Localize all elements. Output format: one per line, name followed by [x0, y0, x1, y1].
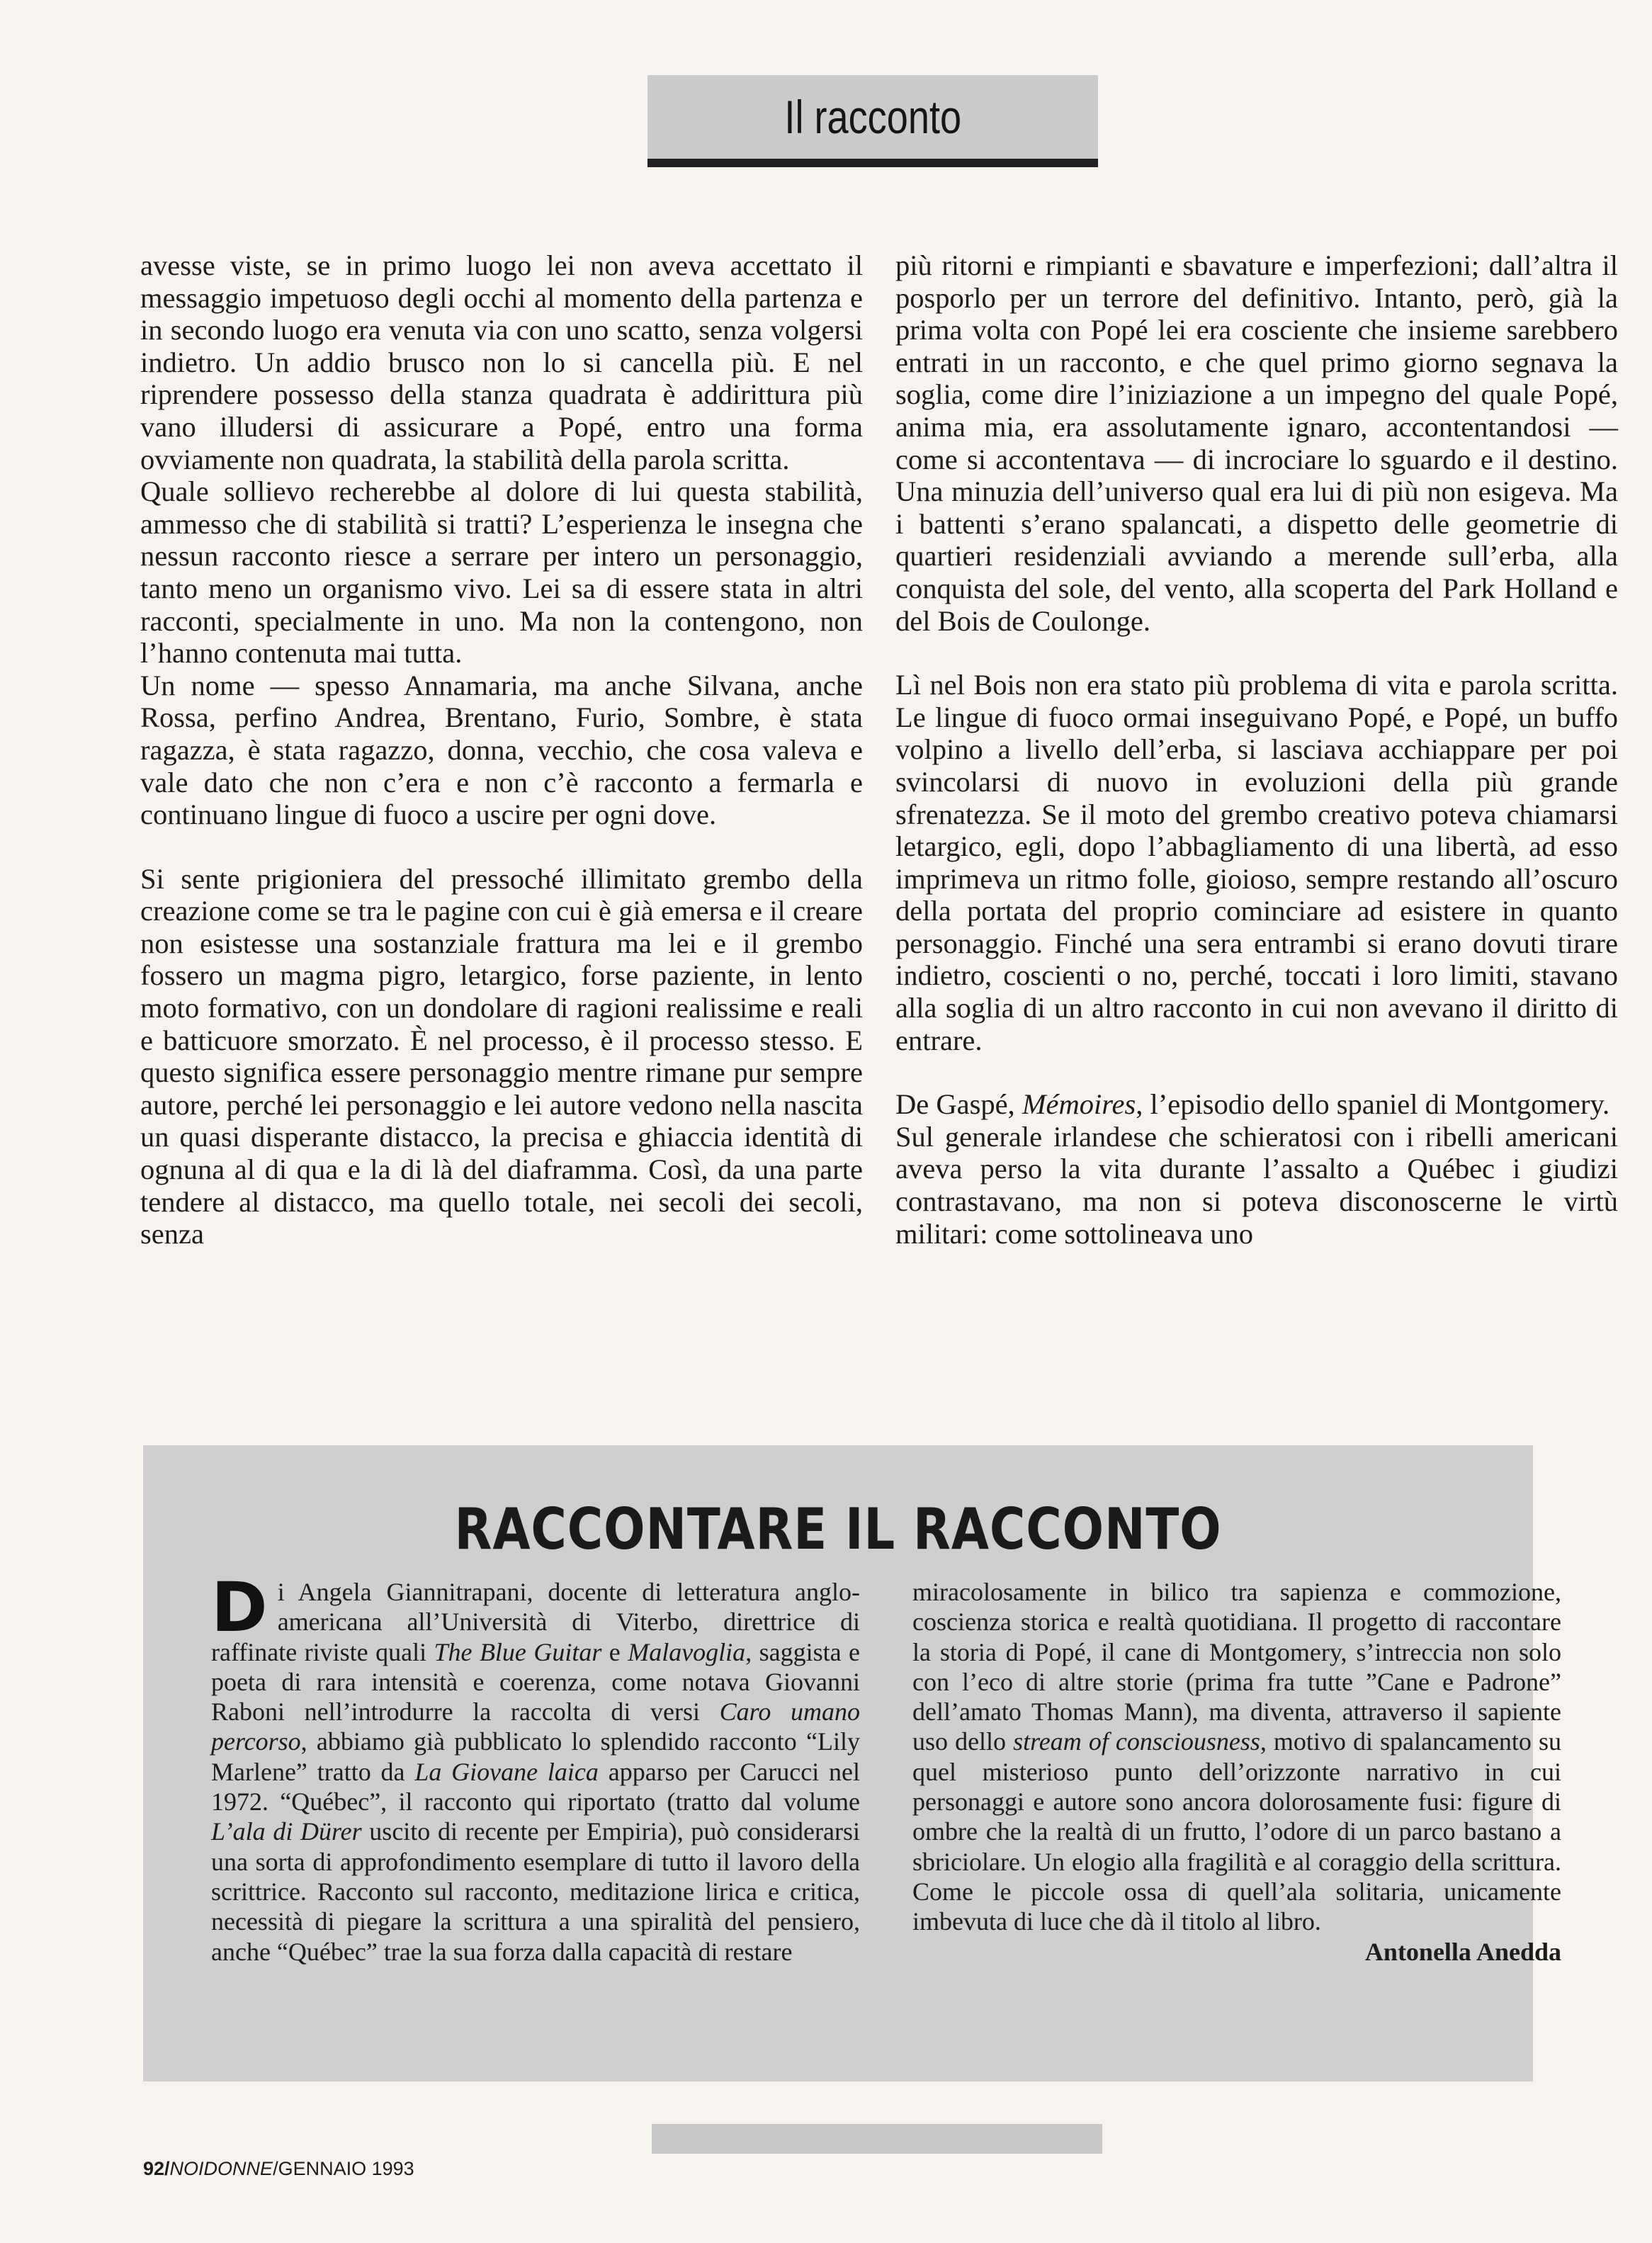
section-title: Il racconto	[784, 91, 961, 143]
magazine-name: NOIDONNE	[169, 2158, 273, 2179]
box-text: miracolosamente in bilico tra sapienza e commozione, coscienza storica e realtà quotidiana. Il progetto di raccontare la storia di Popé, il cane di Montgomery, s’intreccia non solo con l’eco di altre storie (prima fra tutte ”Cane e Padrone” dell’amato Thomas Mann), ma diventa, attraverso il sapiente uso dello	[912, 1578, 1561, 1756]
box-paragraph	[211, 1568, 861, 1967]
article-paragraph: Si sente prigioniera del pressoché illimitato grembo della creazione come se tra le pagine con cui è già emersa e il creare non esistesse una sostanziale frattura ma lei e il grembo fossero un magma pigro, letargico, forse paziente, in lento moto formativo, con un dondolare di ragioni realissime e reali e batticuore smorzato. È nel processo, è il processo stesso. E questo significa essere personaggio mentre rimane pur sempre autore, perché lei personaggio e lei autore vedono nella nascita un quasi disperante distacco, la precisa e ghiaccia identità di ognuna al di qua e la di là del diaframma. Così, da una parte tendere al distacco, ma quello totale, nei secoli dei secoli, senza	[140, 862, 863, 1250]
citation-rest: , l’episodio dello spaniel di Montgomery.	[1136, 1088, 1610, 1121]
citation-title: Mémoires	[1022, 1088, 1136, 1121]
box-text: , saggista e poeta di rara intensità e coerenza, come notava Giovanni Raboni nell’introdurre la raccolta di versi	[211, 1637, 861, 1727]
box-italic: L’ala di Dürer	[211, 1817, 362, 1846]
box-text: uscito di recente per Empiria), può considerarsi una sorta di approfondimento esemplare di tutto il lavoro della scrittrice. Racconto sul racconto, meditazione lirica e critica, necessità di piegare la scrittura a una spiralità del pensiero, anche “Québec” trae la sua forza dalla capacità di restare	[211, 1817, 860, 1966]
box-italic: stream of consciousness	[1013, 1727, 1260, 1756]
section-header-underline	[647, 159, 1098, 167]
box-column-left	[211, 1568, 861, 1967]
footer-bar	[652, 2124, 1102, 2154]
box-text: apparso per Carucci nel 1972. “Québec”, il racconto qui riportato (tratto dal volume	[211, 1757, 860, 1817]
box-text: , abbiamo già pubblicato lo splendido racconto “Lily Marlene” tratto da	[211, 1727, 860, 1786]
article-paragraph: Lì nel Bois non era stato più problema di vita e parola scritta. Le lingue di fuoco ormai inseguivano Popé, e Popé, un buffo volpino a livello dell’erba, si lasciava acchiappare per poi svincolarsi di nuovo in evoluzioni della più grande sfrenatezza. Se il moto del grembo creativo poteva chiamarsi letargico, egli, dopo l’abbagliamento di una libertà, ad esso imprimeva un ritmo folle, gioioso, sempre restando all’oscuro della portata del proprio cominciare ad esistere in quanto personaggio. Finché una sera entrambi si erano dovuti tirare indietro, coscienti o no, perché, toccati i loro limiti, stavano alla soglia di un altro racconto in cui non avevano il diritto di entrare.	[895, 669, 1618, 1056]
box-title: RACCONTARE IL RACCONTO	[454, 1496, 1222, 1562]
box-italic: La Giovane laica	[414, 1757, 599, 1786]
box-paragraph	[912, 1577, 1561, 1937]
issue-date: /GENNAIO 1993	[273, 2158, 414, 2179]
box-italic: Malavoglia	[628, 1637, 746, 1666]
sidebar-box	[143, 1445, 1561, 2081]
box-italic: Caro umano percorso	[211, 1697, 861, 1756]
citation-author: De Gaspé,	[895, 1088, 1022, 1121]
page-folio	[143, 2158, 414, 2180]
article-column-left	[140, 249, 863, 1250]
box-column-right	[912, 1577, 1561, 1967]
section-header	[647, 75, 1098, 159]
box-italic: The Blue Guitar	[434, 1637, 602, 1666]
box-text: , motivo di spalancamento su quel misterioso punto dell’orizzonte narrativo in cui personaggi e autore sono ancora dolorosamente fusi: figure di ombre che la realtà di un frutto, l’odore di un parco bastano a sbriciolare. Un elogio alla fragilità e al coraggio della scrittura. Come le piccole ossa di quell’ala solitaria, unicamente imbevuta di luce che dà il titolo al libro.	[912, 1727, 1561, 1936]
article-paragraph: Quale sollievo recherebbe al dolore di lui questa stabilità, ammesso che di stabilità si tratti? L’esperienza le insegna che nessun racconto riesce a serrare per intero un personaggio, tanto meno un organismo vivo. Lei sa di essere stata in altri racconti, specialmente in uno. Ma non la contengono, non l’hanno contenuta mai tutta.	[140, 475, 863, 669]
box-text: i Angela Giannitrapani, docente di letteratura anglo-americana all’Università di Viterbo, direttrice di raffinate riviste quali	[211, 1578, 860, 1666]
box-signature: Antonella Anedda	[1364, 1937, 1561, 1966]
drop-cap: D	[211, 1568, 268, 1647]
article-paragraph: Sul generale irlandese che schieratosi con i ribelli americani aveva perso la vita durante l’assalto a Québec i giudizi contrastavano, ma non si poteva disconoscerne le virtù militari: come sottolineava uno	[895, 1120, 1618, 1250]
page-number: 92/	[143, 2158, 170, 2179]
article-paragraph: Un nome — spesso Annamaria, ma anche Silvana, anche Rossa, perfino Andrea, Brentano, Furio, Sombre, è stata ragazza, è stata ragazzo, donna, vecchio, che cosa valeva e vale dato che non c’era e non c’è racconto a fermarla e continuano lingue di fuoco a uscire per ogni dove.	[140, 669, 863, 831]
article-citation	[895, 1088, 1618, 1121]
article-paragraph: avesse viste, se in primo luogo lei non aveva accettato il messaggio impetuoso degli occhi al momento della partenza e in secondo luogo era venuta via con uno scatto, senza volgersi indietro. Un addio brusco non lo si cancella più. E nel riprendere possesso della stanza quadrata è addirittura più vano illudersi di assicurare a Popé, entro una forma ovviamente non quadrata, la stabilità della parola scritta.	[140, 249, 863, 475]
article-column-right	[895, 249, 1618, 1250]
box-text: e	[601, 1637, 628, 1666]
article-paragraph: più ritorni e rimpianti e sbavature e imperfezioni; dall’altra il posporlo per un terrore del definitivo. Intanto, però, già la prima volta con Popé lei era cosciente che insieme sarebbero entrati in un racconto, e che quel primo giorno segnava la soglia, come dire l’iniziazione a un impegno del quale Popé, anima mia, era assolutamente ignaro, accontentandosi — come si accontentava — di incrociare lo sguardo e il destino. Una minuzia dell’universo qual era lui di più non esigeva. Ma i battenti s’erano spalancati, a dispetto delle geometrie di quartieri residenziali avviando a merende sull’erba, alla conquista del sole, del vento, alla scoperta del Park Holland e del Bois de Coulonge.	[895, 249, 1618, 637]
